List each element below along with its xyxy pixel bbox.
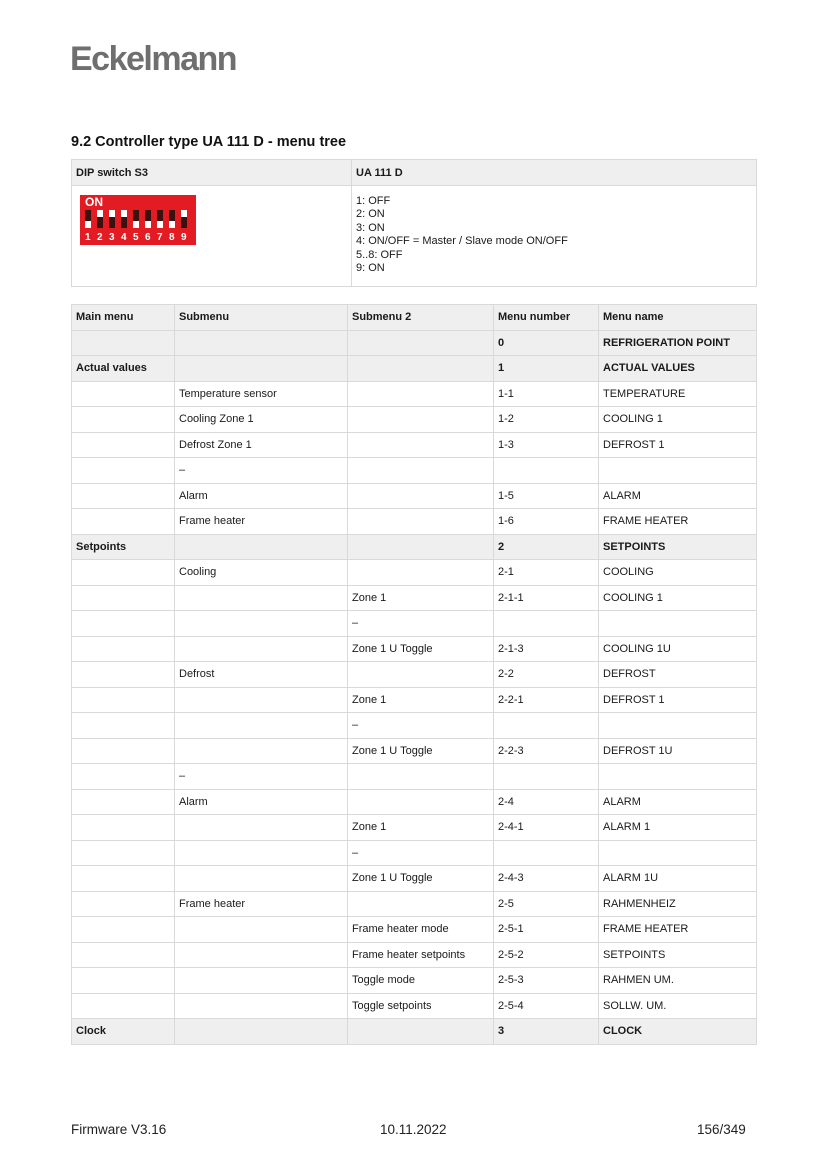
menu-cell-sub2: Zone 1 bbox=[348, 815, 494, 841]
menu-cell-num bbox=[494, 713, 599, 739]
menu-cell-sub bbox=[175, 1019, 348, 1045]
dip-setting-line: 2: ON bbox=[356, 208, 385, 221]
dip-switch-5 bbox=[133, 210, 139, 228]
dip-header-right: UA 111 D bbox=[352, 160, 757, 186]
table-row bbox=[72, 407, 757, 433]
menu-cell-name: FRAME HEATER bbox=[599, 917, 757, 943]
table-row bbox=[72, 432, 757, 458]
menu-cell-num bbox=[494, 840, 599, 866]
menu-cell-main bbox=[72, 917, 175, 943]
menu-cell-num bbox=[494, 764, 599, 790]
menu-cell-name: ALARM 1 bbox=[599, 815, 757, 841]
menu-cell-sub2 bbox=[348, 789, 494, 815]
table-row bbox=[72, 458, 757, 484]
dip-setting-line: 5..8: OFF bbox=[356, 248, 403, 261]
menu-cell-num: 2-5 bbox=[494, 891, 599, 917]
dip-switch-knob bbox=[145, 221, 151, 228]
menu-cell-sub bbox=[175, 738, 348, 764]
menu-cell-name bbox=[599, 840, 757, 866]
menu-cell-main bbox=[72, 458, 175, 484]
eckelmann-logo: Eckelmann bbox=[70, 40, 237, 78]
menu-cell-num: 2-1 bbox=[494, 560, 599, 586]
menu-cell-num: 1-1 bbox=[494, 381, 599, 407]
menu-cell-sub2: – bbox=[348, 611, 494, 637]
menu-cell-num: 2-5-2 bbox=[494, 942, 599, 968]
dip-switch-knob bbox=[109, 210, 115, 217]
table-row bbox=[72, 738, 757, 764]
menu-cell-main bbox=[72, 662, 175, 688]
menu-cell-main bbox=[72, 381, 175, 407]
table-row bbox=[72, 356, 757, 382]
dip-switch-number: 2 bbox=[97, 232, 103, 243]
menu-cell-sub: Temperature sensor bbox=[175, 381, 348, 407]
table-row bbox=[72, 662, 757, 688]
menu-cell-main bbox=[72, 432, 175, 458]
menu-cell-name bbox=[599, 713, 757, 739]
menu-cell-sub bbox=[175, 611, 348, 637]
menu-cell-name: REFRIGERATION POINT bbox=[599, 330, 757, 356]
menu-cell-sub bbox=[175, 993, 348, 1019]
dip-switch-numbers bbox=[85, 231, 193, 244]
menu-cell-sub2 bbox=[348, 764, 494, 790]
menu-cell-sub2 bbox=[348, 356, 494, 382]
menu-header-row bbox=[72, 305, 757, 331]
menu-cell-sub: Defrost bbox=[175, 662, 348, 688]
menu-cell-name: DEFROST 1U bbox=[599, 738, 757, 764]
menu-cell-sub2: Zone 1 U Toggle bbox=[348, 866, 494, 892]
menu-cell-name: DEFROST bbox=[599, 662, 757, 688]
menu-cell-sub2 bbox=[348, 381, 494, 407]
dip-switch-3 bbox=[109, 210, 115, 228]
table-row bbox=[72, 687, 757, 713]
menu-cell-name: ACTUAL VALUES bbox=[599, 356, 757, 382]
menu-cell-name: ALARM bbox=[599, 483, 757, 509]
menu-cell-sub2: Zone 1 bbox=[348, 687, 494, 713]
section-title: 9.2 Controller type UA 111 D - menu tree bbox=[71, 134, 347, 150]
menu-cell-sub bbox=[175, 330, 348, 356]
menu-cell-sub2 bbox=[348, 1019, 494, 1045]
menu-cell-name: COOLING bbox=[599, 560, 757, 586]
dip-switch-number: 4 bbox=[121, 232, 127, 243]
menu-cell-sub2: Toggle mode bbox=[348, 968, 494, 994]
table-row bbox=[72, 483, 757, 509]
dip-switch-number: 8 bbox=[169, 232, 175, 243]
menu-cell-sub: Frame heater bbox=[175, 509, 348, 535]
menu-cell-main bbox=[72, 764, 175, 790]
table-row bbox=[72, 509, 757, 535]
dip-switch-number: 9 bbox=[181, 232, 187, 243]
menu-cell-sub: – bbox=[175, 764, 348, 790]
dip-switch-knob bbox=[97, 210, 103, 217]
menu-cell-sub2 bbox=[348, 407, 494, 433]
menu-cell-name: SOLLW. UM. bbox=[599, 993, 757, 1019]
menu-cell-num: 2-2 bbox=[494, 662, 599, 688]
menu-cell-main bbox=[72, 815, 175, 841]
menu-cell-name: DEFROST 1 bbox=[599, 432, 757, 458]
dip-switch-table bbox=[71, 159, 757, 287]
menu-cell-main: Clock bbox=[72, 1019, 175, 1045]
menu-cell-name: SETPOINTS bbox=[599, 534, 757, 560]
dip-switch-1 bbox=[85, 210, 91, 228]
menu-cell-main: Actual values bbox=[72, 356, 175, 382]
table-row bbox=[72, 968, 757, 994]
menu-cell-sub bbox=[175, 942, 348, 968]
dip-setting-line: 4: ON/OFF = Master / Slave mode ON/OFF bbox=[356, 235, 568, 248]
menu-column-header: Main menu bbox=[72, 305, 175, 331]
menu-cell-sub2: – bbox=[348, 840, 494, 866]
table-row bbox=[72, 815, 757, 841]
menu-column-header: Submenu 2 bbox=[348, 305, 494, 331]
dip-switch-number: 5 bbox=[133, 232, 139, 243]
dip-switch-number: 1 bbox=[85, 232, 91, 243]
menu-cell-main bbox=[72, 713, 175, 739]
menu-cell-main bbox=[72, 407, 175, 433]
table-row bbox=[72, 534, 757, 560]
menu-cell-main bbox=[72, 942, 175, 968]
menu-cell-name: SETPOINTS bbox=[599, 942, 757, 968]
menu-cell-sub2: Zone 1 bbox=[348, 585, 494, 611]
menu-cell-sub2 bbox=[348, 560, 494, 586]
menu-cell-sub2 bbox=[348, 483, 494, 509]
menu-cell-num: 2 bbox=[494, 534, 599, 560]
menu-cell-main bbox=[72, 993, 175, 1019]
dip-switch-cell bbox=[72, 186, 352, 287]
menu-cell-name: DEFROST 1 bbox=[599, 687, 757, 713]
menu-cell-sub2: Toggle setpoints bbox=[348, 993, 494, 1019]
menu-cell-sub bbox=[175, 968, 348, 994]
menu-cell-num: 3 bbox=[494, 1019, 599, 1045]
menu-cell-num: 2-2-3 bbox=[494, 738, 599, 764]
menu-cell-main bbox=[72, 330, 175, 356]
menu-cell-num: 2-2-1 bbox=[494, 687, 599, 713]
menu-cell-sub2: Zone 1 U Toggle bbox=[348, 738, 494, 764]
menu-cell-main bbox=[72, 585, 175, 611]
dip-switch-8 bbox=[169, 210, 175, 228]
dip-switch-knob bbox=[133, 221, 139, 228]
menu-cell-sub2: Zone 1 U Toggle bbox=[348, 636, 494, 662]
dip-header-left: DIP switch S3 bbox=[72, 160, 352, 186]
menu-cell-sub2 bbox=[348, 662, 494, 688]
table-row bbox=[72, 789, 757, 815]
table-row bbox=[72, 330, 757, 356]
menu-cell-sub bbox=[175, 840, 348, 866]
menu-cell-main bbox=[72, 789, 175, 815]
menu-cell-num: 1-2 bbox=[494, 407, 599, 433]
dip-on-label: ON bbox=[85, 195, 103, 209]
dip-setting-line: 1: OFF bbox=[356, 195, 391, 207]
menu-cell-sub2 bbox=[348, 330, 494, 356]
menu-cell-sub bbox=[175, 917, 348, 943]
menu-cell-sub bbox=[175, 687, 348, 713]
menu-cell-main bbox=[72, 687, 175, 713]
table-row bbox=[72, 636, 757, 662]
menu-cell-sub2 bbox=[348, 432, 494, 458]
menu-cell-name bbox=[599, 611, 757, 637]
menu-cell-sub2: – bbox=[348, 713, 494, 739]
menu-cell-main bbox=[72, 636, 175, 662]
menu-cell-sub: Frame heater bbox=[175, 891, 348, 917]
menu-cell-sub bbox=[175, 356, 348, 382]
menu-cell-num: 2-5-4 bbox=[494, 993, 599, 1019]
menu-column-header: Submenu bbox=[175, 305, 348, 331]
menu-cell-num: 2-1-1 bbox=[494, 585, 599, 611]
dip-settings-cell bbox=[352, 186, 757, 287]
menu-cell-name bbox=[599, 764, 757, 790]
menu-cell-main: Setpoints bbox=[72, 534, 175, 560]
dip-switch-9 bbox=[181, 210, 187, 228]
menu-column-header: Menu number bbox=[494, 305, 599, 331]
menu-cell-main bbox=[72, 866, 175, 892]
table-row bbox=[72, 713, 757, 739]
menu-column-header: Menu name bbox=[599, 305, 757, 331]
menu-cell-num: 2-1-3 bbox=[494, 636, 599, 662]
dip-switch-number: 6 bbox=[145, 232, 151, 243]
menu-cell-num bbox=[494, 611, 599, 637]
table-row bbox=[72, 764, 757, 790]
menu-cell-num: 1-5 bbox=[494, 483, 599, 509]
dip-switch-number: 3 bbox=[109, 232, 115, 243]
table-row bbox=[72, 585, 757, 611]
dip-switch-knob bbox=[121, 210, 127, 217]
menu-cell-name: ALARM bbox=[599, 789, 757, 815]
menu-cell-name: FRAME HEATER bbox=[599, 509, 757, 535]
menu-cell-sub bbox=[175, 866, 348, 892]
menu-cell-main bbox=[72, 738, 175, 764]
dip-switch-7 bbox=[157, 210, 163, 228]
dip-setting-line: 3: ON bbox=[356, 221, 385, 234]
dip-switch-illustration bbox=[80, 195, 196, 245]
table-row bbox=[72, 993, 757, 1019]
menu-cell-name: RAHMENHEIZ bbox=[599, 891, 757, 917]
menu-cell-main bbox=[72, 483, 175, 509]
menu-tree-table bbox=[71, 304, 757, 1045]
dip-setting-line: 9: ON bbox=[356, 262, 385, 275]
menu-cell-name: COOLING 1U bbox=[599, 636, 757, 662]
menu-cell-name: ALARM 1U bbox=[599, 866, 757, 892]
dip-switch-number: 7 bbox=[157, 232, 163, 243]
menu-cell-sub bbox=[175, 815, 348, 841]
menu-cell-sub: Defrost Zone 1 bbox=[175, 432, 348, 458]
menu-cell-sub2 bbox=[348, 509, 494, 535]
footer-page-number: 156/349 bbox=[697, 1122, 746, 1137]
menu-cell-sub bbox=[175, 585, 348, 611]
menu-cell-main bbox=[72, 611, 175, 637]
table-row bbox=[72, 917, 757, 943]
menu-cell-sub2 bbox=[348, 891, 494, 917]
table-row bbox=[72, 381, 757, 407]
footer-date: 10.11.2022 bbox=[380, 1122, 447, 1137]
menu-cell-sub: Cooling bbox=[175, 560, 348, 586]
menu-cell-num: 2-5-3 bbox=[494, 968, 599, 994]
menu-cell-sub: – bbox=[175, 458, 348, 484]
menu-cell-name: COOLING 1 bbox=[599, 407, 757, 433]
menu-cell-num: 2-4-3 bbox=[494, 866, 599, 892]
menu-cell-num: 1-6 bbox=[494, 509, 599, 535]
menu-cell-sub2 bbox=[348, 458, 494, 484]
dip-switch-4 bbox=[121, 210, 127, 228]
table-row bbox=[72, 942, 757, 968]
table-row bbox=[72, 611, 757, 637]
footer-firmware: Firmware V3.16 bbox=[71, 1122, 167, 1137]
menu-cell-sub2: Frame heater setpoints bbox=[348, 942, 494, 968]
menu-cell-main bbox=[72, 509, 175, 535]
menu-cell-name: RAHMEN UM. bbox=[599, 968, 757, 994]
dip-switch-knob bbox=[181, 210, 187, 217]
menu-cell-sub bbox=[175, 636, 348, 662]
menu-cell-sub: Cooling Zone 1 bbox=[175, 407, 348, 433]
table-row bbox=[72, 560, 757, 586]
table-row bbox=[72, 1019, 757, 1045]
menu-cell-main bbox=[72, 560, 175, 586]
dip-switch-knob bbox=[169, 221, 175, 228]
menu-cell-sub: Alarm bbox=[175, 789, 348, 815]
table-row bbox=[72, 840, 757, 866]
menu-cell-sub bbox=[175, 713, 348, 739]
menu-cell-num: 0 bbox=[494, 330, 599, 356]
dip-settings-list bbox=[356, 195, 752, 275]
menu-cell-num: 2-4-1 bbox=[494, 815, 599, 841]
dip-switch-2 bbox=[97, 210, 103, 228]
menu-cell-name: COOLING 1 bbox=[599, 585, 757, 611]
dip-switch-knob bbox=[157, 221, 163, 228]
menu-cell-num bbox=[494, 458, 599, 484]
menu-cell-main bbox=[72, 968, 175, 994]
menu-cell-sub2 bbox=[348, 534, 494, 560]
menu-cell-sub2: Frame heater mode bbox=[348, 917, 494, 943]
menu-cell-num: 2-5-1 bbox=[494, 917, 599, 943]
menu-cell-num: 1 bbox=[494, 356, 599, 382]
menu-cell-num: 1-3 bbox=[494, 432, 599, 458]
menu-cell-name: TEMPERATURE bbox=[599, 381, 757, 407]
menu-cell-name: CLOCK bbox=[599, 1019, 757, 1045]
menu-cell-sub bbox=[175, 534, 348, 560]
menu-cell-name bbox=[599, 458, 757, 484]
menu-cell-main bbox=[72, 891, 175, 917]
table-row bbox=[72, 891, 757, 917]
dip-switch-knob bbox=[85, 221, 91, 228]
menu-cell-sub: Alarm bbox=[175, 483, 348, 509]
menu-cell-num: 2-4 bbox=[494, 789, 599, 815]
dip-switch-6 bbox=[145, 210, 151, 228]
menu-cell-main bbox=[72, 840, 175, 866]
table-row bbox=[72, 866, 757, 892]
